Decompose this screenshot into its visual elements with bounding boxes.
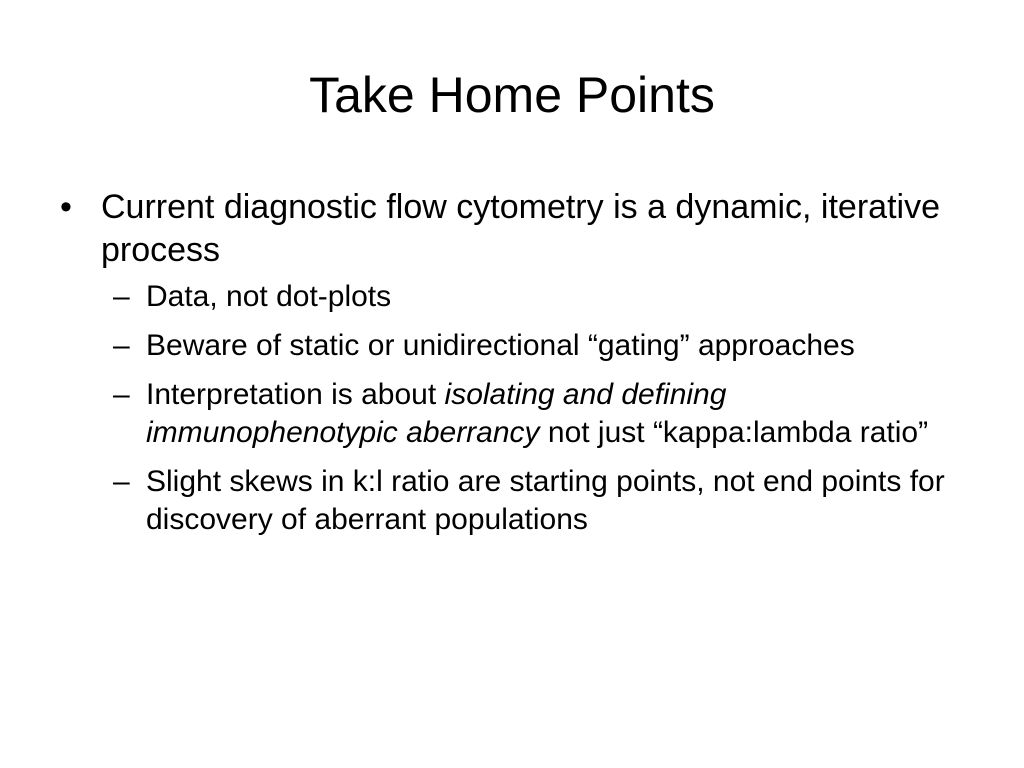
- slide-title: Take Home Points: [309, 67, 715, 123]
- dash-marker: –: [113, 378, 130, 411]
- dash-marker: –: [113, 280, 130, 313]
- dash-marker: –: [113, 329, 130, 362]
- sub-bullet-text: Data, not dot-plots: [146, 280, 392, 313]
- sub-bullet-text: Slight skews in k:l ratio are starting points, not end points for discovery of aberrant populations: [146, 465, 945, 536]
- slide-content: [60, 186, 970, 550]
- main-bullet: [60, 186, 970, 272]
- sub-bullet-text-start: Interpretation is about: [146, 378, 445, 411]
- main-bullet-text: Current diagnostic flow cytometry is a dynamic, iterative process: [101, 188, 940, 269]
- sub-bullet-emphasis: isolating and defining immunophenotypic aberrancy: [146, 378, 727, 449]
- sub-bullet-text: Beware of static or unidirectional “gating” approaches: [146, 329, 855, 362]
- sub-bullet-interpretation: [60, 376, 970, 452]
- sub-bullet-list: [60, 278, 970, 539]
- sub-bullet-text-end: not just “kappa:lambda ratio”: [539, 416, 929, 449]
- dash-marker: –: [113, 465, 130, 498]
- sub-bullet-data-not-dot-plots: [60, 278, 970, 316]
- sub-bullet-beware-gating: [60, 327, 970, 365]
- bullet-marker: •: [60, 188, 72, 226]
- sub-bullet-slight-skews: [60, 463, 970, 539]
